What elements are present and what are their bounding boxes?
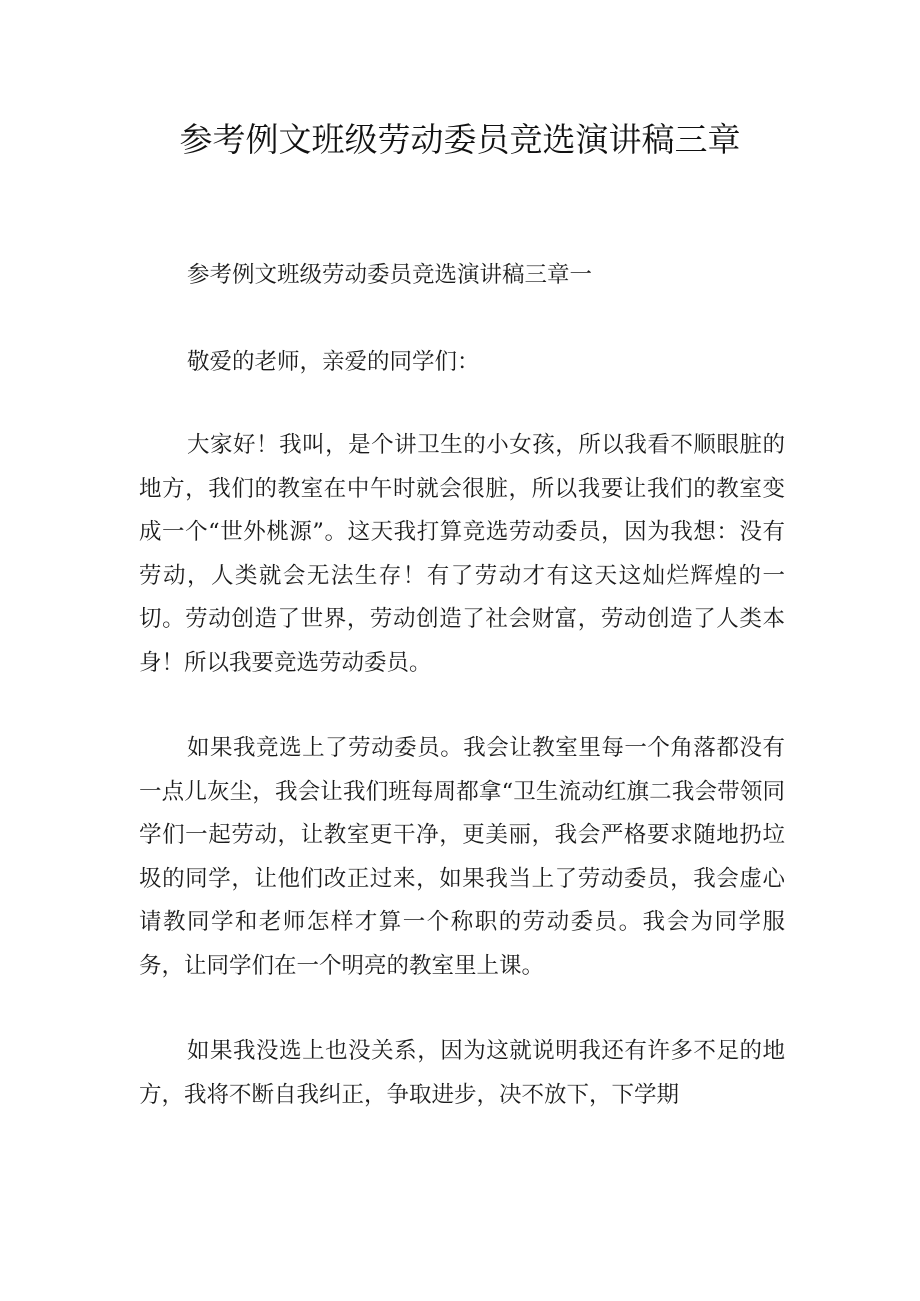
body-paragraph-1: 大家好！我叫，是个讲卫生的小女孩，所以我看不顺眼脏的地方，我们的教室在中午时就会很脏，所以我要让我们的教室变成一个“世外桃源”。这天我打算竞选劳动委员，因为我想：没有劳动，人类就会无法生存！有了劳动才有这天这灿烂辉煌的一切。劳动创造了世界，劳动创造了社会财富，劳动创造了人类本身！所以我要竞选劳动委员。 <box>139 432 785 676</box>
section-heading: 参考例文班级劳动委员竞选演讲稿三章一 <box>187 262 593 288</box>
greeting-paragraph: 敬爱的老师，亲爱的同学们： <box>187 349 480 375</box>
body-paragraph-3: 如果我没选上也没关系，因为这就说明我还有许多不足的地方，我将不断自我纠正，争取进步，决不放下，下学期 <box>139 1038 785 1108</box>
document-title: 参考例文班级劳动委员竞选演讲稿三章 <box>179 120 741 159</box>
body-paragraph-2: 如果我竞选上了劳动委员。我会让教室里每一个角落都没有一点儿灰尘，我会让我们班每周都拿“卫生流动红旗二我会带领同学们一起劳动，让教室更干净，更美丽，我会严格要求随地扔垃圾的同学，让他们改正过来，如果我当上了劳动委员，我会虚心请教同学和老师怎样才算一个称职的劳动委员。我会为同学服务，让同学们在一个明亮的教室里上课。 <box>139 735 785 979</box>
